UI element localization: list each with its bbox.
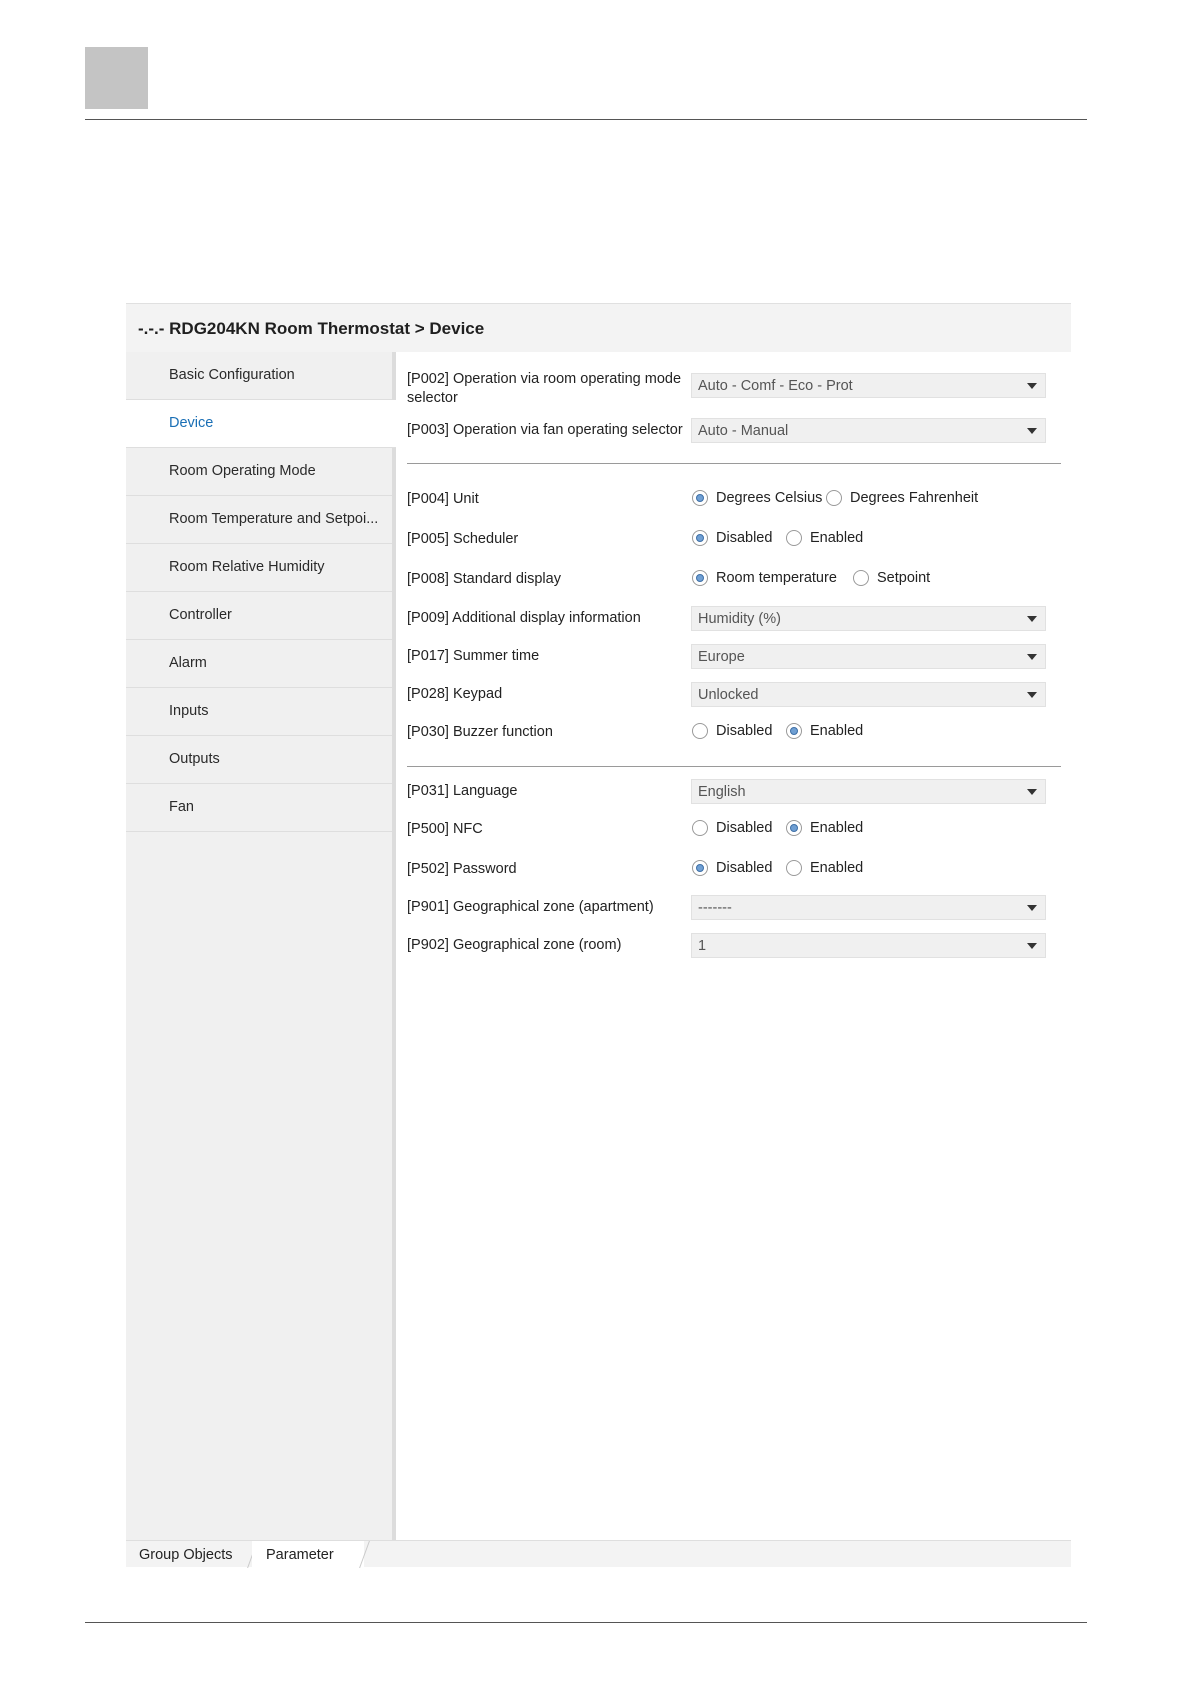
tab-group-objects[interactable] xyxy=(126,1541,252,1567)
summer-time-dropdown[interactable] xyxy=(691,644,1046,669)
bottom-tab-bar xyxy=(126,1540,1071,1567)
section-divider xyxy=(407,463,1061,464)
parameter-panel xyxy=(396,352,1071,1540)
sidebar-item-label: Inputs xyxy=(169,703,209,719)
radio-label: Enabled xyxy=(810,723,864,739)
chevron-down-icon xyxy=(1027,654,1037,660)
radio-label: Enabled xyxy=(810,530,864,546)
dropdown-value: Europe xyxy=(698,649,745,665)
param-label: [P028] Keypad xyxy=(407,686,503,702)
param-label: [P004] Unit xyxy=(407,491,479,507)
chevron-down-icon xyxy=(1027,383,1037,389)
sidebar-item-label: Alarm xyxy=(169,655,207,671)
breadcrumb-text: -.-.- RDG204KN Room Thermostat > Device xyxy=(138,319,485,338)
radio-unselected-icon xyxy=(786,860,802,876)
radio-label: Enabled xyxy=(810,820,864,836)
radio-selected-icon xyxy=(786,820,802,836)
chevron-down-icon xyxy=(1027,428,1037,434)
radio-unselected-icon xyxy=(853,570,869,586)
sidebar-item-label: Outputs xyxy=(169,751,220,767)
param-label: [P017] Summer time xyxy=(407,648,540,664)
dropdown-value: ------- xyxy=(698,900,732,916)
radio-unselected-icon xyxy=(692,820,708,836)
sidebar-item-room-operating-mode[interactable] xyxy=(126,448,392,496)
param-label: [P901] Geographical zone (apartment) xyxy=(407,899,654,915)
chevron-down-icon xyxy=(1027,943,1037,949)
parameter-window xyxy=(126,303,1071,1566)
radio-unselected-icon xyxy=(786,530,802,546)
sidebar-item-label: Basic Configuration xyxy=(169,367,295,383)
radio-label: Disabled xyxy=(716,723,773,739)
dropdown-value: Unlocked xyxy=(698,687,759,703)
dropdown-value: Humidity (%) xyxy=(698,611,781,627)
document-logo-placeholder xyxy=(85,47,148,109)
radio-label: Setpoint xyxy=(877,570,931,586)
sidebar-item-label: Controller xyxy=(169,607,232,623)
chevron-down-icon xyxy=(1027,692,1037,698)
tab-parameter[interactable] xyxy=(252,1541,364,1567)
sidebar-item-basic-configuration[interactable] xyxy=(126,352,392,400)
param-label: [P005] Scheduler xyxy=(407,531,519,547)
radio-unselected-icon xyxy=(826,490,842,506)
dropdown-value: Auto - Comf - Eco - Prot xyxy=(698,378,853,394)
sidebar-item-label: Room Temperature and Setpoi... xyxy=(169,511,379,527)
sidebar xyxy=(126,352,396,1540)
sidebar-item-label: Fan xyxy=(169,799,194,815)
param-label: [P003] Operation via fan operating selector xyxy=(407,422,683,438)
breadcrumb xyxy=(126,303,1071,353)
radio-selected-icon xyxy=(786,723,802,739)
sidebar-item-alarm[interactable] xyxy=(126,640,392,688)
radio-selected-icon xyxy=(692,530,708,546)
sidebar-item-room-temperature[interactable] xyxy=(126,496,392,544)
sidebar-item-label: Device xyxy=(169,415,214,431)
operation-mode-selector-dropdown[interactable] xyxy=(691,373,1046,398)
chevron-down-icon xyxy=(1027,616,1037,622)
footer-rule xyxy=(85,1622,1087,1623)
radio-label: Degrees Fahrenheit xyxy=(850,490,979,506)
chevron-down-icon xyxy=(1027,789,1037,795)
radio-selected-icon xyxy=(692,570,708,586)
fan-operating-selector-dropdown[interactable] xyxy=(691,418,1046,443)
sidebar-item-outputs[interactable] xyxy=(126,736,392,784)
radio-selected-icon xyxy=(692,490,708,506)
language-dropdown[interactable] xyxy=(691,779,1046,804)
dropdown-value: 1 xyxy=(698,938,707,954)
param-label: [P002] Operation via room operating mode selector xyxy=(407,371,682,406)
radio-label: Disabled xyxy=(716,820,773,836)
radio-label: Room temperature xyxy=(716,570,837,586)
sidebar-item-label: Room Relative Humidity xyxy=(169,559,325,575)
chevron-down-icon xyxy=(1027,905,1037,911)
param-label: [P031] Language xyxy=(407,783,518,799)
param-label: [P502] Password xyxy=(407,861,517,877)
radio-label: Degrees Celsius xyxy=(716,490,823,506)
sidebar-item-fan[interactable] xyxy=(126,784,392,832)
dropdown-value: English xyxy=(698,784,746,800)
geographical-zone-apartment-dropdown[interactable] xyxy=(691,895,1046,920)
radio-label: Disabled xyxy=(716,860,773,876)
radio-label: Enabled xyxy=(810,860,864,876)
header-rule xyxy=(85,119,1087,120)
param-label: [P009] Additional display information xyxy=(407,610,641,626)
dropdown-value: Auto - Manual xyxy=(698,423,789,439)
sidebar-item-device[interactable] xyxy=(126,400,396,448)
param-label: [P902] Geographical zone (room) xyxy=(407,937,622,953)
tab-label: Group Objects xyxy=(139,1547,233,1563)
section-divider xyxy=(407,766,1061,767)
param-label: [P030] Buzzer function xyxy=(407,724,553,740)
radio-label: Disabled xyxy=(716,530,773,546)
sidebar-item-inputs[interactable] xyxy=(126,688,392,736)
geographical-zone-room-dropdown[interactable] xyxy=(691,933,1046,958)
additional-display-dropdown[interactable] xyxy=(691,606,1046,631)
sidebar-item-label: Room Operating Mode xyxy=(169,463,316,479)
keypad-dropdown[interactable] xyxy=(691,682,1046,707)
radio-unselected-icon xyxy=(692,723,708,739)
param-label: [P008] Standard display xyxy=(407,571,561,587)
sidebar-item-room-relative-humidity[interactable] xyxy=(126,544,392,592)
param-label: [P500] NFC xyxy=(407,821,483,837)
tab-label: Parameter xyxy=(266,1547,334,1563)
sidebar-item-controller[interactable] xyxy=(126,592,392,640)
radio-selected-icon xyxy=(692,860,708,876)
